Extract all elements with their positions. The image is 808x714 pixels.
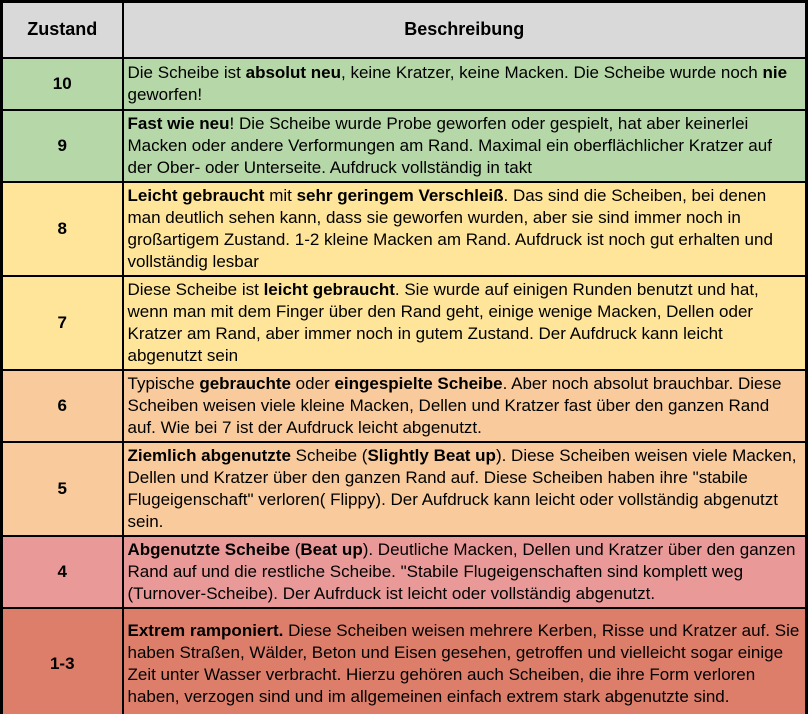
beschreibung-cell <box>123 608 807 714</box>
text-segment-bold: Abgenutzte Scheibe <box>127 539 290 559</box>
text-segment-bold: sehr geringem Verschleiß <box>296 185 504 205</box>
table-row <box>2 182 807 276</box>
text-segment: ( <box>289 539 301 559</box>
zustand-cell: 8 <box>2 182 123 276</box>
text-segment: Die Scheibe ist <box>127 62 246 82</box>
text-segment-bold: nie <box>762 62 788 82</box>
zustand-cell: 4 <box>2 536 123 608</box>
text-segment-bold: Leicht gebraucht <box>127 185 265 205</box>
text-segment: ). Diese Scheiben weisen viele Macken, Dellen und Kratzer über den ganzen Rand auf. Diese Scheiben haben ihre "stabile Flugeigenschaft" verloren( Flippy). Der Aufdruck kann leicht oder vollständig abgenutzt sein. <box>127 445 797 531</box>
table-row <box>2 370 807 442</box>
table-header <box>2 2 807 58</box>
table-row <box>2 110 807 182</box>
zustand-cell: 7 <box>2 276 123 370</box>
text-segment-bold: Extrem ramponiert. <box>127 621 284 641</box>
text-segment: geworfen! <box>127 84 203 104</box>
text-segment: ! Die Scheibe wurde Probe geworfen oder gespielt, hat aber keinerlei Macken oder andere Verformungen am Rand. Maximal ein oberflächlicher Kratzer auf der Ober- oder Unterseite. Aufdruck vollständig in takt <box>127 113 772 177</box>
text-segment: . Das sind die Scheiben, bei denen man deutlich sehen kann, dass sie geworfen wurden, aber sie sind immer noch in großartigem Zustand. 1-2 kleine Macken am Rand. Aufdruck ist noch gut erhalten und vollständig lesbar <box>127 185 773 271</box>
table-row <box>2 276 807 370</box>
zustand-cell: 9 <box>2 110 123 182</box>
text-segment-bold: Fast wie neu <box>127 113 230 133</box>
zustand-cell: 6 <box>2 370 123 442</box>
beschreibung-cell <box>123 110 807 182</box>
text-segment-bold: gebrauchte <box>199 373 291 393</box>
zustand-cell: 1-3 <box>2 608 123 714</box>
beschreibung-cell <box>123 276 807 370</box>
beschreibung-cell <box>123 370 807 442</box>
beschreibung-cell <box>123 182 807 276</box>
text-segment: . Aber noch absolut brauchbar. Diese Scheiben weisen viele kleine Macken, Dellen und Kratzer fast über den ganzen Rand auf. Wie bei 7 ist der Aufdruck leicht abgenutzt. <box>127 373 782 437</box>
header-beschreibung: Beschreibung <box>123 2 807 58</box>
text-segment-bold: Slightly Beat up <box>367 445 496 465</box>
table-row <box>2 58 807 110</box>
text-segment: ). Deutliche Macken, Dellen und Kratzer über den ganzen Rand auf und die restliche Scheibe. "Stabile Flugeigenschaften sind komplett weg (Turnover-Scheibe). Der Aufrduck ist leicht oder vollständig abgenutzt. <box>127 539 796 603</box>
beschreibung-cell <box>123 536 807 608</box>
table-row <box>2 536 807 608</box>
text-segment-bold: absolut neu <box>245 62 342 82</box>
text-segment-bold: Ziemlich abgenutzte <box>127 445 291 465</box>
text-segment-bold: Beat up <box>300 539 363 559</box>
text-segment: . Sie wurde auf einigen Runden benutzt und hat, wenn man mit dem Finger über den Rand geht, einige wenige Macken, Dellen oder Kratzer am Rand, aber immer noch in gutem Zustand. Der Aufdruck kann leicht abgenutzt sein <box>127 279 759 365</box>
beschreibung-cell <box>123 58 807 110</box>
text-segment: Diese Scheiben weisen mehrere Kerben, Risse und Kratzer auf. Sie haben Straßen, Wälder, Beton und Eisen gesehen, getroffen und vielleicht sogar einige Zeit unter Wasser verbracht. Hierzu gehören auch Scheiben, die ihre Form verloren haben, verzogen sind und im allgemeinen einfach extrem stark abgenutzte sind. <box>127 621 800 707</box>
header-row <box>2 2 807 58</box>
header-zustand: Zustand <box>2 2 123 58</box>
text-segment: mit <box>264 185 297 205</box>
beschreibung-cell <box>123 442 807 536</box>
text-segment-bold: eingespielte Scheibe <box>334 373 503 393</box>
text-segment: Scheibe ( <box>290 445 368 465</box>
text-segment: Diese Scheibe ist <box>127 279 264 299</box>
zustand-cell: 5 <box>2 442 123 536</box>
text-segment: , keine Kratzer, keine Macken. Die Scheibe wurde noch <box>341 62 763 82</box>
text-segment: Typische <box>127 373 200 393</box>
text-segment-bold: leicht gebraucht <box>263 279 395 299</box>
text-segment: oder <box>290 373 335 393</box>
zustand-cell: 10 <box>2 58 123 110</box>
table-row <box>2 608 807 714</box>
table-row <box>2 442 807 536</box>
table-body <box>2 58 807 714</box>
